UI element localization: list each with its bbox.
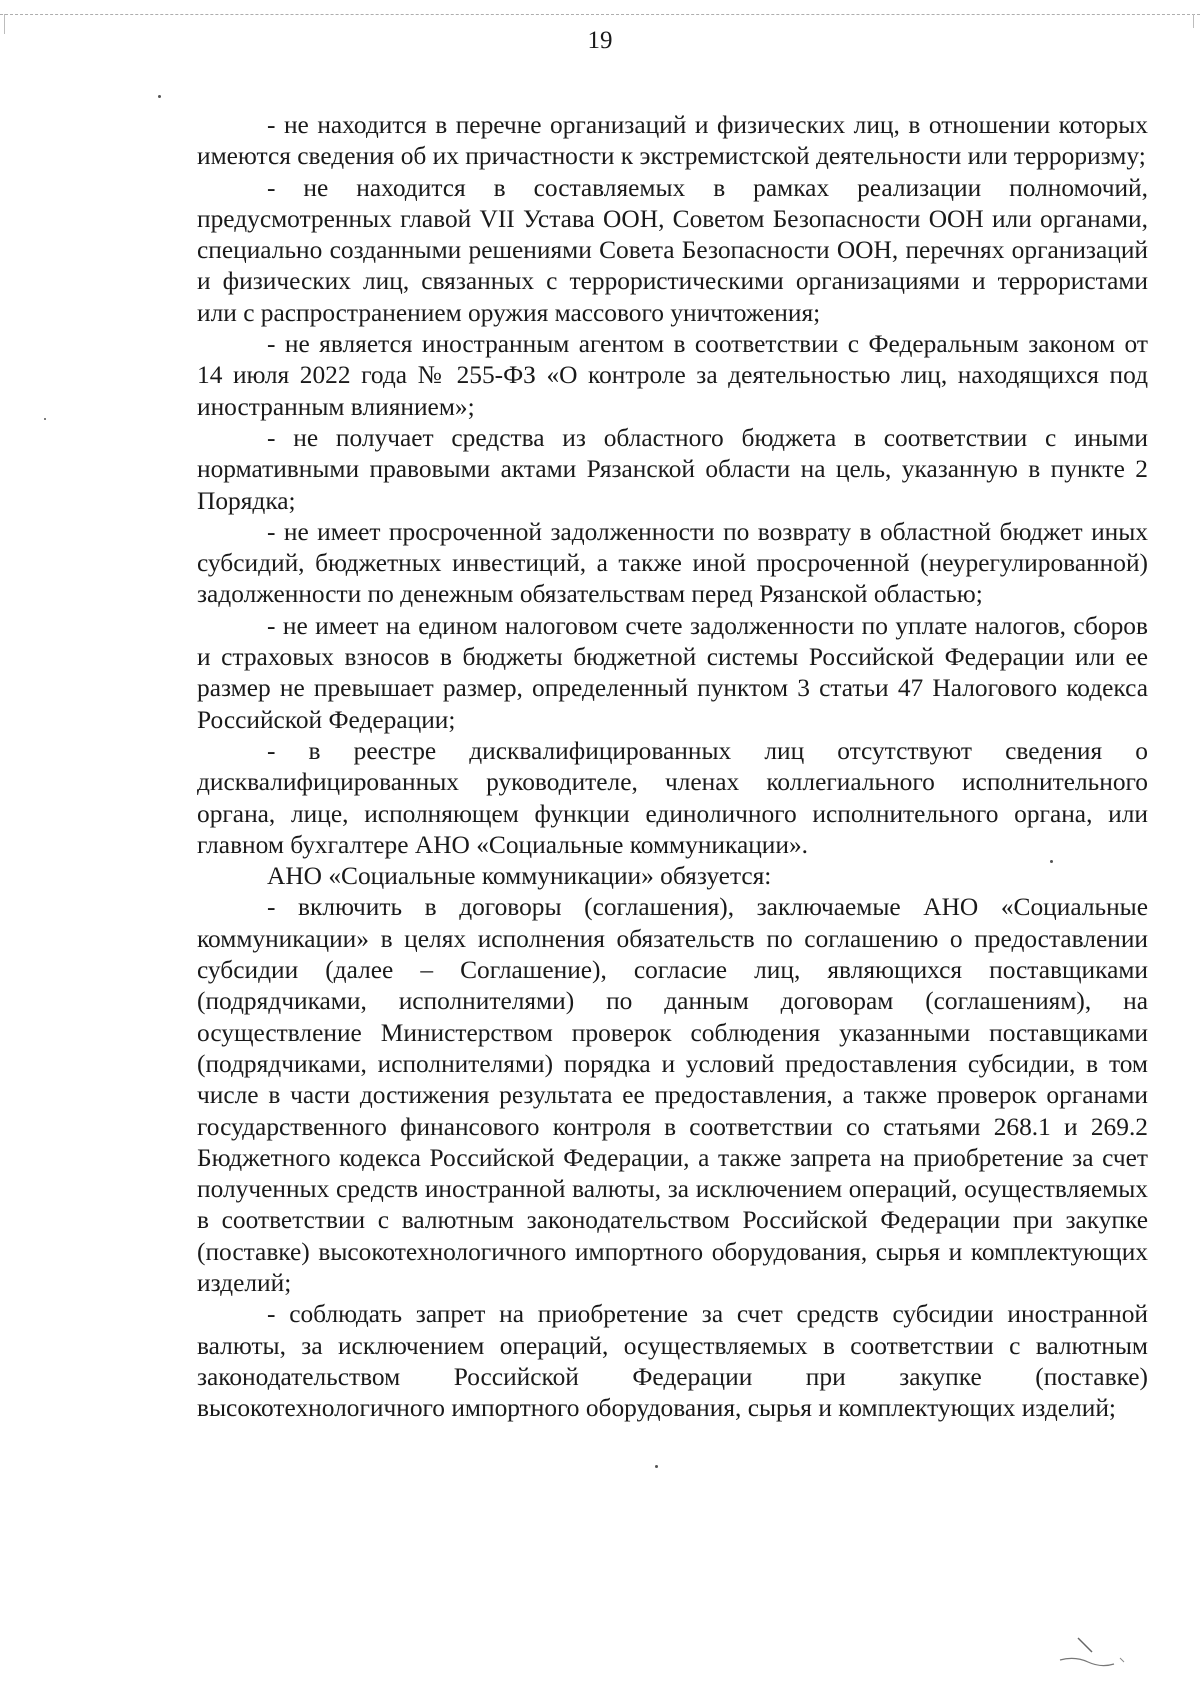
scan-top-edge — [0, 14, 1200, 15]
scan-speck — [158, 95, 161, 98]
scan-speck — [655, 1465, 658, 1468]
paragraph-disqualified-persons: - в реестре дисквалифицированных лиц отсутствуют сведения о дисквалифицированных руководителе, членах коллегиального исполнительного органа, лице, исполняющем функции единоличного исполнительного органа, или главном бухгалтере АНО «Социальные коммуникации». — [197, 736, 1148, 859]
paragraph-regional-budget-funds: - не получает средства из областного бюджета в соответствии с иными нормативными правовыми актами Рязанской области на цель, указанную в пункте 2 Порядка; — [197, 423, 1148, 515]
paragraph-foreign-agent: - не является иностранным агентом в соответствии с Федеральным законом от 14 июля 2022 года № 255-ФЗ «О контроле за деятельностью лиц, находящихся под иностранным влиянием»; — [197, 330, 1148, 421]
paragraph-un-sanctions-list: - не находится в составляемых в рамках реализации полномочий, предусмотренных главой VII Устава ООН, Советом Безопасности ООН или органами, специально созданными решениями Совета Безопасности ООН, перечнях организаций и физических лиц, связанных с террористическими организациями и террористами или с распространением оружия массового уничтожения; — [197, 173, 1148, 327]
paragraph-extremism-list: - не находится в перечне организаций и физических лиц, в отношении которых имеются сведения об их причастности к экстремистской деятельности или терроризму; — [197, 111, 1148, 171]
paragraph-obligations-heading: АНО «Социальные коммуникации» обязуется: — [267, 862, 772, 891]
scan-scribble-mark — [1030, 1630, 1140, 1670]
scan-speck — [44, 418, 46, 420]
paragraph-tax-debt: - не имеет на едином налоговом счете задолженности по уплате налогов, сборов и страховых взносов в бюджеты бюджетной системы Российской Федерации или ее размер не превышает размер, определенный пунктом 3 статьи 47 Налогового кодекса Российской Федерации; — [197, 611, 1148, 734]
paragraph-contract-inclusion: - включить в договоры (соглашения), заключаемые АНО «Социальные коммуникации» в целях исполнения обязательств по соглашению о предоставлении субсидии (далее – Соглашение), согласие лиц, являющихся поставщиками (подрядчиками, исполнителями) по данным договорам (соглашениям), на осуществление Министерством проверок соблюдения указанными поставщиками (подрядчиками, исполнителями) порядка и условий предоставления субсидии, в том числе в части достижения результата ее предоставления, а также проверок органами государственного финансового контроля в соответствии со статьями 268.1 и 269.2 Бюджетного кодекса Российской Федерации, а также запрета на приобретение за счет полученных средств иностранной валюты, за исключением операций, осуществляемых в соответствии с валютным законодательством Российской Федерации при закупке (поставке) высокотехнологичного импортного оборудования, сырья и комплектующих изделий; — [197, 893, 1148, 1297]
paragraph-overdue-debt: - не имеет просроченной задолженности по возврату в областной бюджет иных субсидий, бюджетных инвестиций, а также иной просроченной (неурегулированной) задолженности по денежным обязательствам перед Рязанской областью; — [197, 517, 1148, 609]
scan-speck — [1050, 860, 1053, 863]
page-number: 19 — [587, 27, 613, 54]
paragraph-currency-ban: - соблюдать запрет на приобретение за счет средств субсидии иностранной валюты, за исключением операций, осуществляемых в соответствии с валютным законодательством Российской Федерации при закупке (поставке) высокотехнологичного импортного оборудования, сырья и комплектующих изделий; — [197, 1300, 1148, 1423]
document-body — [197, 110, 1148, 1424]
